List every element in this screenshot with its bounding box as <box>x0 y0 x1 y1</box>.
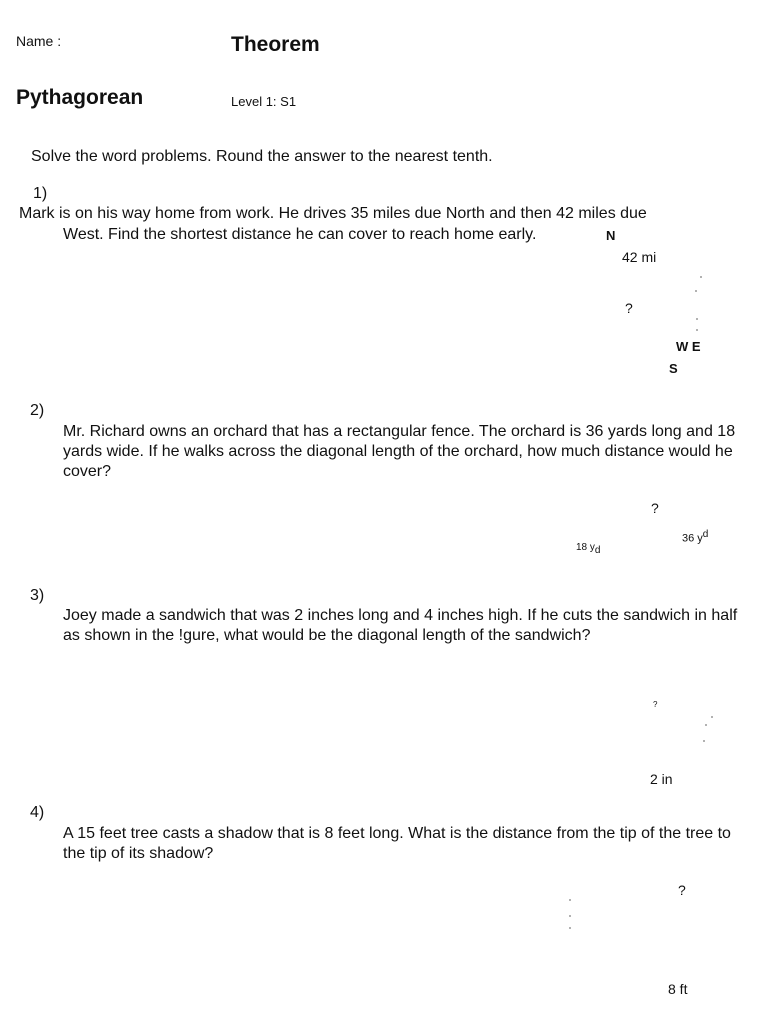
problem-number: 1) <box>33 185 48 202</box>
level-label: Level 1: S1 <box>231 94 297 109</box>
short-side-unit-tail: d <box>594 545 601 556</box>
unknown-side-label: ? <box>653 700 658 709</box>
unknown-side-label: ? <box>678 882 686 898</box>
figure-line-fragment <box>696 329 698 331</box>
figure-line-fragment <box>569 927 571 929</box>
instructions: Solve the word problems. Round the answer to the nearest tenth. <box>31 148 493 165</box>
problem-number: 3) <box>30 587 45 604</box>
figure-line-fragment <box>705 724 707 726</box>
figure-line-fragment <box>569 915 571 917</box>
figure-line-fragment <box>695 290 697 292</box>
side-label: 2 in <box>650 771 673 787</box>
compass-north-label: N <box>606 228 616 243</box>
problem-text: Mr. Richard owns an orchard that has a rectangular fence. The orchard is 36 yards long and 18 yards wide. If he walks across the diagonal length of the orchard, how much distance would he cover? <box>63 423 736 480</box>
compass-south-label: S <box>669 361 678 376</box>
problem-text-line-1: Mark is on his way home from work. He drives 35 miles due North and then 42 miles due <box>19 205 647 222</box>
long-side-unit-tail: d <box>702 529 709 540</box>
side-label: 42 mi <box>622 249 657 265</box>
long-side-value: 36 y <box>682 532 703 545</box>
figure-line-fragment <box>569 899 571 901</box>
problem-text-line-2: West. Find the shortest distance he can cover to reach home early. <box>63 226 537 243</box>
short-side-value: 18 y <box>576 542 595 553</box>
short-side-label <box>576 542 600 556</box>
problem-text: A 15 feet tree casts a shadow that is 8 feet long. What is the distance from the tip of the tree to the tip of its shadow? <box>63 825 731 862</box>
worksheet-subtitle: Pythagorean <box>16 86 144 109</box>
problem-number: 2) <box>30 402 45 419</box>
long-side-label <box>682 529 708 545</box>
problem-text: Joey made a sandwich that was 2 inches long and 4 inches high. If he cuts the sandwich in half as shown in the !gure, what would be the diagonal length of the sandwich? <box>63 607 738 644</box>
compass-west-east-label: W E <box>676 339 701 354</box>
unknown-side-label: ? <box>651 500 659 516</box>
problem-number: 4) <box>30 804 45 821</box>
side-label: 8 ft <box>668 981 688 997</box>
figure-line-fragment <box>703 740 705 742</box>
worksheet-title: Theorem <box>231 33 320 56</box>
figure-line-fragment <box>711 716 713 718</box>
figure-line-fragment <box>696 318 698 320</box>
figure-line-fragment <box>700 276 702 278</box>
name-label: Name : <box>16 33 62 49</box>
unknown-side-label: ? <box>625 300 633 316</box>
